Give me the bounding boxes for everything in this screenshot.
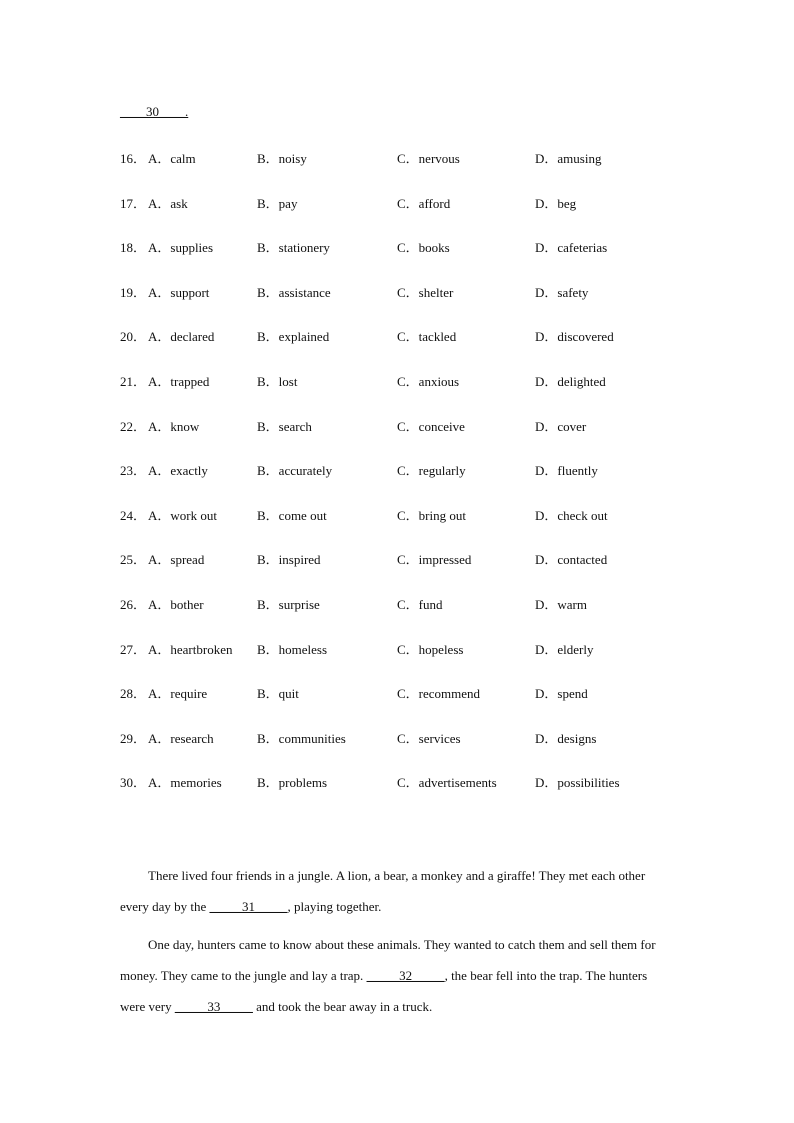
option-c: C．advertisements	[397, 775, 497, 791]
question-row	[120, 282, 720, 327]
option-a: A．declared	[148, 329, 215, 345]
option-d: D．elderly	[535, 641, 594, 657]
question-row	[120, 594, 720, 639]
option-a: A．heartbroken	[148, 641, 233, 657]
question-number: 19．	[120, 284, 147, 300]
option-d: D．cover	[535, 418, 587, 434]
question-number: 30．	[120, 775, 147, 791]
option-c: C．books	[397, 240, 450, 256]
option-c: C．services	[397, 730, 461, 746]
blank-31: _____31_____	[209, 899, 288, 914]
blank-32: _____32_____	[366, 968, 445, 983]
option-d: D．contacted	[535, 552, 608, 568]
question-row	[120, 772, 720, 817]
option-c: C．impressed	[397, 552, 472, 568]
option-c: C．regularly	[397, 463, 466, 479]
option-d: D．beg	[535, 195, 577, 211]
option-c: C．conceive	[397, 418, 465, 434]
option-b: B．accurately	[257, 463, 333, 479]
option-d: D．designs	[535, 730, 597, 746]
question-number: 27．	[120, 641, 147, 657]
question-number: 18．	[120, 240, 147, 256]
option-a: A．know	[148, 418, 200, 434]
option-c: C．hopeless	[397, 641, 464, 657]
option-c: C．nervous	[397, 151, 460, 166]
question-number: 21．	[120, 373, 147, 389]
option-c: C．fund	[397, 596, 443, 612]
option-a: A．memories	[148, 775, 222, 791]
option-d: D．cafeterias	[535, 240, 608, 256]
option-b: B．problems	[257, 775, 328, 791]
blank-30: ____30____.	[120, 104, 189, 119]
question-number: 17．	[120, 195, 147, 211]
question-row	[120, 326, 720, 371]
passage-paragraph-1: There lived four friends in a jungle. A lion, a bear, a monkey and a giraffe! They met each other every day by the _____31_____, playing together.	[120, 868, 646, 914]
question-row	[120, 639, 720, 684]
option-a: A．calm	[148, 151, 196, 166]
option-b: B．explained	[257, 329, 330, 345]
option-c: C．shelter	[397, 284, 454, 300]
option-d: D．fluently	[535, 463, 598, 479]
option-a: A．require	[148, 686, 208, 702]
option-d: D．check out	[535, 507, 608, 523]
option-d: D．discovered	[535, 329, 614, 345]
option-a: A．exactly	[148, 463, 208, 479]
option-a: A．supplies	[148, 240, 214, 256]
blank-33: _____33_____	[174, 999, 253, 1014]
option-a: A．research	[148, 730, 214, 746]
question-number: 20．	[120, 329, 147, 345]
option-d: D．warm	[535, 596, 587, 612]
option-c: C．anxious	[397, 373, 460, 389]
option-c: C．tackled	[397, 329, 457, 345]
option-b: B．inspired	[257, 552, 321, 568]
option-a: A．ask	[148, 195, 188, 211]
question-row	[120, 549, 720, 594]
question-number: 24．	[120, 507, 147, 523]
option-c: C．afford	[397, 195, 451, 211]
option-c: C．bring out	[397, 507, 466, 523]
option-d: D．amusing	[535, 151, 602, 166]
reading-passage	[120, 860, 665, 1022]
passage-paragraph-2: One day, hunters came to know about these animals. They wanted to catch them and sell them for money. They came to the jungle and lay a trap. _____32_____, the bear fell into the trap. The hunters were very _____33_____ and took the bear away in a truck.	[120, 937, 656, 1014]
question-row	[120, 728, 720, 773]
question-number: 28．	[120, 686, 147, 702]
option-b: B．homeless	[257, 641, 328, 657]
option-b: B．assistance	[257, 284, 331, 300]
option-d: D．delighted	[535, 373, 606, 389]
option-b: B．noisy	[257, 151, 307, 166]
question-row	[120, 683, 720, 728]
question-row	[120, 237, 720, 282]
question-row	[120, 460, 720, 505]
option-b: B．come out	[257, 507, 327, 523]
question-row	[120, 416, 720, 461]
question-row	[120, 505, 720, 550]
option-a: A．spread	[148, 552, 205, 568]
question-row	[120, 148, 720, 193]
question-number: 16．	[120, 151, 147, 166]
option-b: B．stationery	[257, 240, 330, 256]
option-d: D．spend	[535, 686, 588, 702]
option-b: B．communities	[257, 730, 346, 746]
option-b: B．search	[257, 418, 312, 434]
question-row	[120, 371, 720, 416]
option-a: A．trapped	[148, 373, 210, 389]
question-number: 25．	[120, 552, 147, 568]
question-number: 22．	[120, 418, 147, 434]
option-a: A．support	[148, 284, 210, 300]
question-number: 26．	[120, 596, 147, 612]
question-number: 29．	[120, 730, 147, 746]
option-d: D．safety	[535, 284, 589, 300]
option-a: A．work out	[148, 507, 217, 523]
option-b: B．quit	[257, 686, 299, 702]
option-c: C．recommend	[397, 686, 481, 702]
question-number: 23．	[120, 463, 147, 479]
previous-question-blank	[120, 104, 188, 120]
option-b: B．pay	[257, 195, 298, 211]
option-b: B．lost	[257, 373, 298, 389]
option-b: B．surprise	[257, 596, 320, 612]
option-a: A．bother	[148, 596, 204, 612]
option-d: D．possibilities	[535, 775, 620, 791]
answer-options-list	[120, 148, 720, 817]
question-row	[120, 193, 720, 238]
